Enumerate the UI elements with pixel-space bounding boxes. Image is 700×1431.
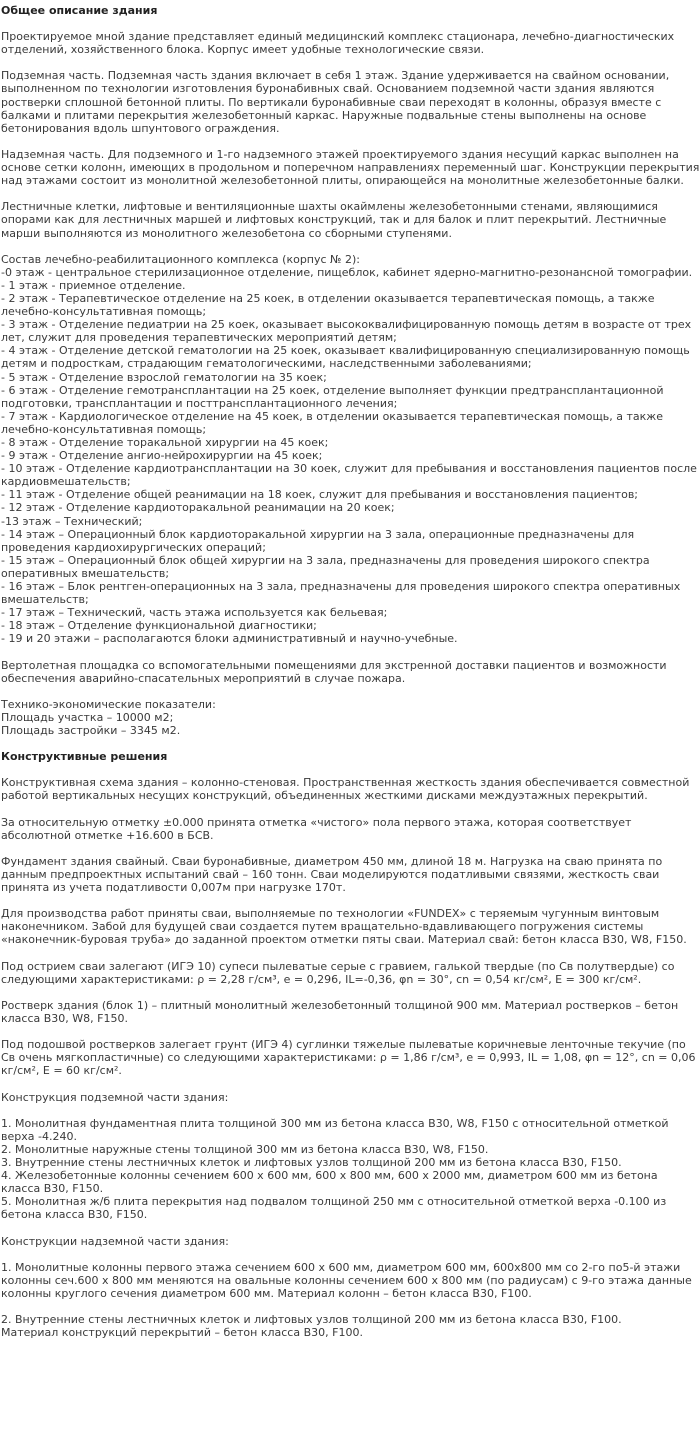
paragraph-above-ground-part: Надземная часть. Для подземного и 1-го надземного этажей проектируемого здания несущий каркас выполнен на основе сетки колонн, имеющих в продольном и поперечном направлениях переменный шаг. Конструкции перекрытия над этажами состоит из монолитной железобетонной плиты, опирающейся на монолитные железобетонные балки. <box>1 147 700 188</box>
paragraph-underground-heading: Конструкция подземной части здания: <box>1 1090 229 1104</box>
paragraph-elevation-mark: За относительную отметку ±0.000 принята отметка «чистого» пола первого этажа, которая соответствует абсолютной отметке +16.600 в БСВ. <box>1 815 632 842</box>
paragraph-underground-list: 1. Монолитная фундаментная плита толщиной 300 мм из бетона класса В30, W8, F150 с относительной отметкой верха -4.240. 2. Монолитные наружные стены толщиной 300 мм из бетона класса В30, W8, F150. 3. Внутренние стены лестничных клеток и лифтовых узлов толщиной 200 мм из бетона класса В30, F150. 4. Железобетонные колонны сечением 600 х 600 мм, 600 х 800 мм, 600 х 2000 мм, диаметром 600 мм из бетона класса В30, F150. 5. Монолитная ж/б плита перекрытия над подвалом толщиной 250 мм с относительной отметкой верха -0.100 из бетона класса В30, F150. <box>1 1116 669 1222</box>
paragraph-fundex-piles: Для производства работ приняты сваи, выполняемые по технологии «FUNDEX» с теряемым чугунным винтовым наконечником. Забой для будущей сваи создается путем вращательно-вдавливающего погружения системы «наконечник-буровая труба» до заданной проектом отметки пяты сваи. Материал свай: бетон класса В30, W8, F150. <box>1 907 687 947</box>
paragraph-underground-part: Подземная часть. Подземная часть здания включает в себя 1 этаж. Здание удерживается на свайном основании, выполненном по технологии изготовления буронабивных свай. Основанием подземной части здания являются ростверки сплошной бетонной плиты. По вертикали буронабивные сваи переходят в колонны, образуя вместе с балками и плитами перекрытия железобетонный каркас. Наружные подвальные стены выполнены на основе бетонирования вдоль шпунтового ограждения. <box>1 69 670 135</box>
paragraph-intro: Проектируемое мной здание представляет единый медицинский комплекс стационара, лечебно-диагностических отделений, хозяйственного блока. Корпус имеет удобные технологические связи. <box>1 30 675 57</box>
paragraph-structural-scheme: Конструктивная схема здания – колонно-стеновая. Пространственная жесткость здания обеспечивается совместной работой вертикальных несущих конструкций, объединенных жесткими дисками междуэтажных перекрытий. <box>1 776 690 803</box>
paragraph-helipad: Вертолетная площадка со вспомогательными помещениями для экстренной доставки пациентов и возможности обеспечения аварийно-спасательных мероприятий в случае пожара. <box>1 658 667 685</box>
paragraph-stairwells: Лестничные клетки, лифтовые и вентиляционные шахты окаймлены железобетонными стенами, являющимися опорами как для лестничных маршей и лифтовых конструкций, так и для балок и плит перекрытий. Лестничные марши выполняются из монолитного железобетона со сборными ступенями. <box>1 200 667 240</box>
paragraph-foundation: Фундамент здания свайный. Сваи буронабивные, диаметром 450 мм, длиной 18 м. Нагрузка на сваю принята по данным предпроектных испытаний свай – 160 тонн. Сваи моделируются податливыми связями, жесткость сваи принята из учета податливости 0,007м при нагрузке 170т. <box>1 854 663 895</box>
paragraph-soil-under-pile: Под острием сваи залегают (ИГЭ 10) супеси пылеватые серые с гравием, галькой твердые (по Св полутвердые) со следующими характеристиками: ρ = 2,28 г/см³, е = 0,296, IL=-0,36, φn = 30°, cn = 0,54 кг/см², Е = 300 кг/см². <box>1 959 675 986</box>
paragraph-columns: 1. Монолитные колонны первого этажа сечением 600 х 600 мм, диаметром 600 мм, 600х800 мм со 2-го по5-й этажи колонны сеч.600 х 800 мм меняются на овальные колонны сечением 600 х 800 мм (по радиусам) с 9-го этажа данные колонны круглого сечения диаметром 600 мм. Материал колонн – бетон класса В30, F100. <box>1 1260 692 1300</box>
paragraph-tech-economic: Технико-экономические показатели: Площадь участка – 10000 м2; Площадь застройки – 3345 м2. <box>1 697 216 738</box>
paragraph-raft: Ростверк здания (блок 1) – плитный монолитный железобетонный толщиной 900 мм. Материал ростверков – бетон класса В30, W8, F150. <box>1 998 679 1026</box>
paragraph-floor-list: Состав лечебно-реабилитационного комплекса (корпус № 2): -0 этаж - центральное стерилизационное отделение, пищеблок, кабинет ядерно-магнитно-резонансной томографии. - 1 этаж - приемное отделение. - 2 этаж - Терапевтическое отделение на 25 коек, в отделении оказывается терапевтическая помощь, а также лечебно-консультативная помощь; - 3 этаж - Отделение педиатрии на 25 коек, оказывает высококвалифицированную помощь детям в возрасте от трех лет, служит для проведения терапевтических мероприятий детям; - 4 этаж - Отделение детской гематологии на 25 коек, оказывает квалифицированную специализированную помощь детям и подросткам, страдающим гематологическими, наследственными заболеваниями; - 5 этаж - Отделение взрослой гематологии на 35 коек; - 6 этаж - Отделение гемотрансплантации на 25 коек, отделение выполняет функции предтрансплантационной подготовки, трансплантации и посттрансплантационного лечения; - 7 этаж - Кардиологическое отделение на 45 коек, в отделении оказывается терапевтическая помощь, а также лечебно-консультативная помощь; - 8 этаж - Отделение торакальной хирургии на 45 коек; - 9 этаж - Отделение ангио-нейрохирургии на 45 коек; - 10 этаж - Отделение кардиотрансплантации на 30 коек, служит для пребывания и восстановления пациентов после кардиовмешательств; - 11 этаж - Отделение общей реанимации на 18 коек, служит для пребывания и восстановления пациентов; - 12 этаж - Отделение кардиоторакальной реанимации на 20 коек; -13 этаж – Технический; - 14 этаж – Операционный блок кардиоторакальной хирургии на 3 зала, операционные предназначены для проведения кардиохирургических операций; - 15 этаж – Операционный блок общей хирургии на 3 зала, предназначены для проведения широкого спектра оперативных вмешательств; - 16 этаж – Блок рентген-операционных на 3 зала, предназначены для проведения широкого спектра оперативных вмешательств; - 17 этаж – Технический, часть этажа используется как бельевая; - 18 этаж – Отделение функциональной диагностики; - 19 и 20 этажи – располагаются блоки административный и научно-учебные. <box>1 252 697 646</box>
section-structural-solutions <box>1 750 700 1339</box>
paragraph-inner-walls: 2. Внутренние стены лестничных клеток и лифтовых узлов толщиной 200 мм из бетона класса В30, F100. Материал конструкций перекрытий – бетон класса В30, F100. <box>1 1313 622 1340</box>
section-title: Конструктивные решения <box>1 750 168 764</box>
section-general-description <box>1 4 700 737</box>
section-title: Общее описание здания <box>1 4 158 17</box>
paragraph-soil-under-raft: Под подошвой ростверков залегает грунт (ИГЭ 4) суглинки тяжелые пылеватые коричневые ленточные текучие (по Св очень мягкопластичные) со следующими характеристиками: ρ = 1,86 г/см³, е = 0,993, IL = 1,08, φn = 12°, cn = 0,06 кг/см², Е = 60 кг/см². <box>1 1038 696 1078</box>
paragraph-above-ground-heading: Конструкции надземной части здания: <box>1 1234 229 1248</box>
